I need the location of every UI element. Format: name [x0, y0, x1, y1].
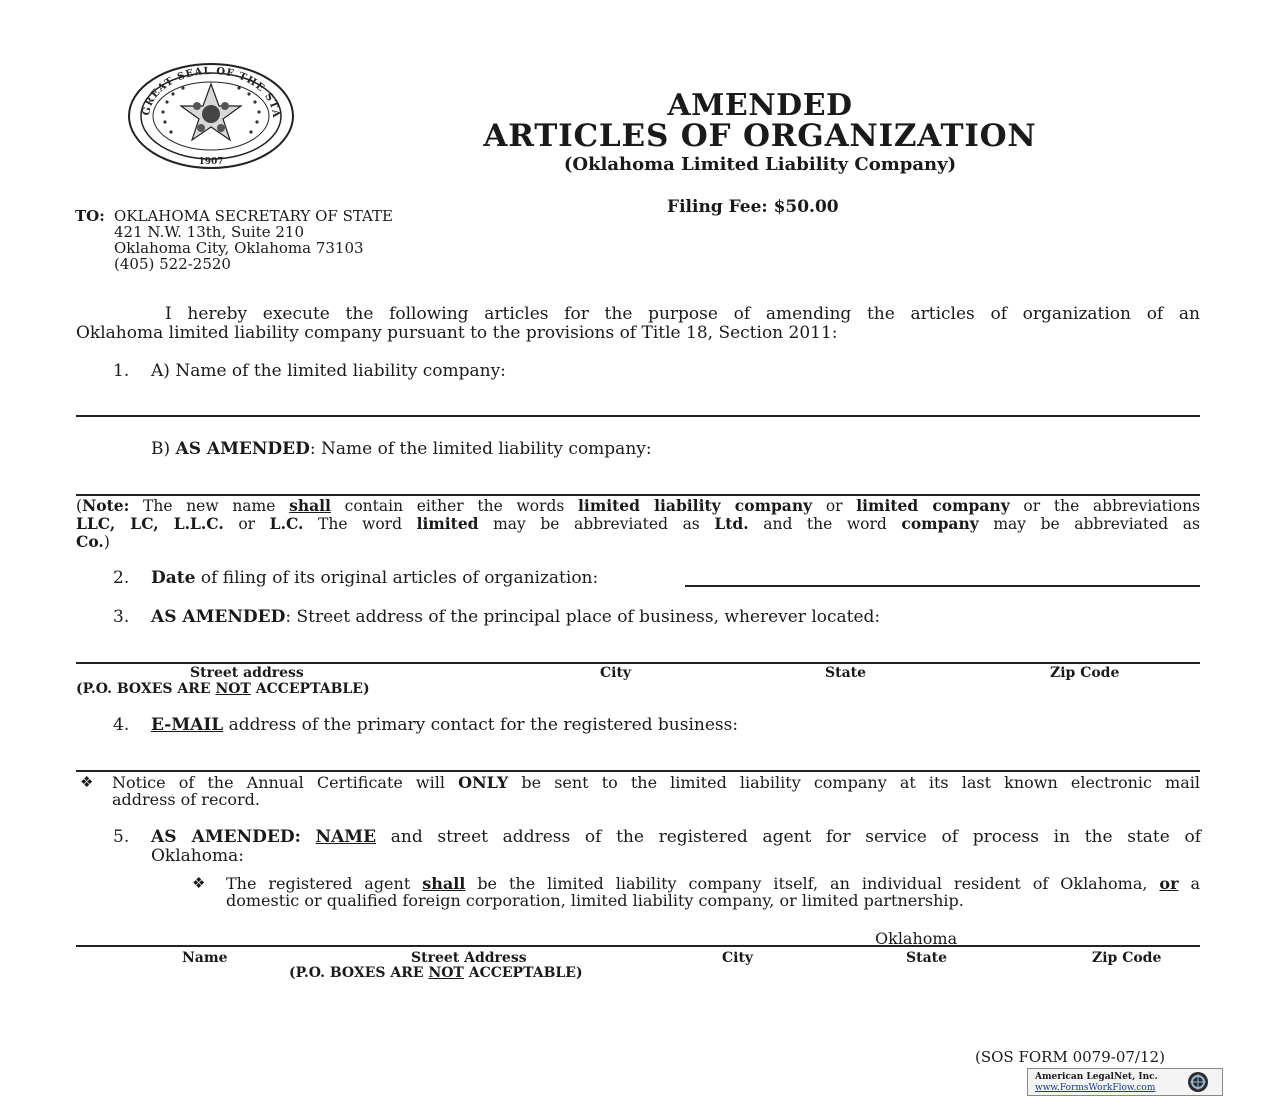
subtitle: (Oklahoma Limited Liability Company)	[563, 154, 957, 175]
note-line-2: LLC, LC, L.L.C. or L.C. The word limited may be abbreviated as Ltd. and the word company may be abbreviated as	[76, 514, 1200, 533]
col-agent-state: State	[906, 950, 948, 966]
item-2-label: Date of filing of its original articles of organization:	[151, 568, 599, 588]
col-street-address: Street address	[190, 665, 304, 681]
agent-rule-line-2: domestic or qualified foreign corporation, limited liability company, or limited partnership.	[226, 891, 964, 910]
col-state: State	[825, 665, 867, 681]
diamond-bullet-icon: ❖	[80, 773, 94, 791]
title-amended: AMENDED	[667, 88, 853, 123]
logo-website-link[interactable]: www.FormsWorkFlow.com	[1035, 1083, 1156, 1093]
item-5-number: 5.	[113, 827, 130, 847]
svg-text:GREAT SEAL OF THE STATE OF OKL: GREAT SEAL OF THE STA	[140, 65, 282, 119]
to-label: TO:	[75, 207, 105, 225]
filing-fee: Filing Fee: $50.00	[667, 197, 839, 217]
intro-line-1: I hereby execute the following articles for the purpose of amending the articles of organization of an	[165, 304, 1200, 324]
po-box-warning: (P.O. BOXES ARE NOT ACCEPTABLE)	[76, 681, 370, 697]
item-2-number: 2.	[113, 568, 130, 588]
diamond-bullet-icon-2: ❖	[192, 874, 206, 892]
american-legalnet-logo[interactable]	[1027, 1068, 1223, 1096]
email-field[interactable]	[76, 770, 1200, 772]
col-city: City	[600, 665, 632, 681]
company-name-field[interactable]	[76, 415, 1200, 417]
note-line-1: (Note: The new name shall contain either the words limited liability company or limited company or the abbreviations	[76, 496, 1201, 515]
original-filing-date-field[interactable]	[685, 585, 1200, 587]
col-agent-street-address: Street Address	[411, 950, 527, 966]
item-4-number: 4.	[113, 715, 130, 735]
globe-icon	[1186, 1071, 1210, 1093]
to-line-2: 421 N.W. 13th, Suite 210	[114, 223, 305, 241]
item-3-number: 3.	[113, 607, 130, 627]
principal-address-field[interactable]	[76, 662, 1200, 664]
to-line-1: OKLAHOMA SECRETARY OF STATE	[114, 207, 394, 225]
logo-company-name: American LegalNet, Inc.	[1035, 1072, 1158, 1082]
col-agent-zip-code: Zip Code	[1092, 950, 1162, 966]
annual-notice-line-2: address of record.	[112, 790, 260, 809]
registered-agent-field[interactable]	[76, 945, 1200, 947]
prefilled-state-oklahoma: Oklahoma	[875, 929, 958, 948]
annual-notice-line-1: Notice of the Annual Certificate will ONLY be sent to the limited liability company at its last known electronic mail	[112, 773, 1201, 792]
col-zip-code: Zip Code	[1050, 665, 1120, 681]
svg-text:1907: 1907	[198, 157, 224, 167]
item-5-label-line-1: AS AMENDED: NAME and street address of the registered agent for service of process in the state of	[151, 827, 1201, 847]
item-1a-label: A) Name of the limited liability company:	[151, 361, 506, 381]
to-line-4: (405) 522-2520	[114, 255, 231, 273]
item-3-label: AS AMENDED: Street address of the principal place of business, wherever located:	[151, 607, 881, 627]
note-line-3: Co.)	[76, 532, 110, 551]
to-line-3: Oklahoma City, Oklahoma 73103	[114, 239, 364, 257]
intro-line-2: Oklahoma limited liability company pursuant to the provisions of Title 18, Section 2011:	[76, 323, 838, 343]
item-1-number: 1.	[113, 361, 130, 381]
item-4-label: E-MAIL address of the primary contact for the registered business:	[151, 715, 739, 735]
to-address	[114, 208, 393, 272]
item-1b-label: B) AS AMENDED: Name of the limited liability company:	[151, 439, 652, 459]
agent-po-box-warning: (P.O. BOXES ARE NOT ACCEPTABLE)	[289, 965, 583, 981]
col-agent-name: Name	[182, 950, 228, 966]
item-5-label-line-2: Oklahoma:	[151, 846, 244, 866]
form-number: (SOS FORM 0079-07/12)	[975, 1048, 1165, 1066]
col-agent-city: City	[722, 950, 754, 966]
title-articles: ARTICLES OF ORGANIZATION	[483, 118, 1037, 154]
agent-rule-line-1: The registered agent shall be the limited liability company itself, an individual resident of Oklahoma, or a	[226, 874, 1200, 893]
